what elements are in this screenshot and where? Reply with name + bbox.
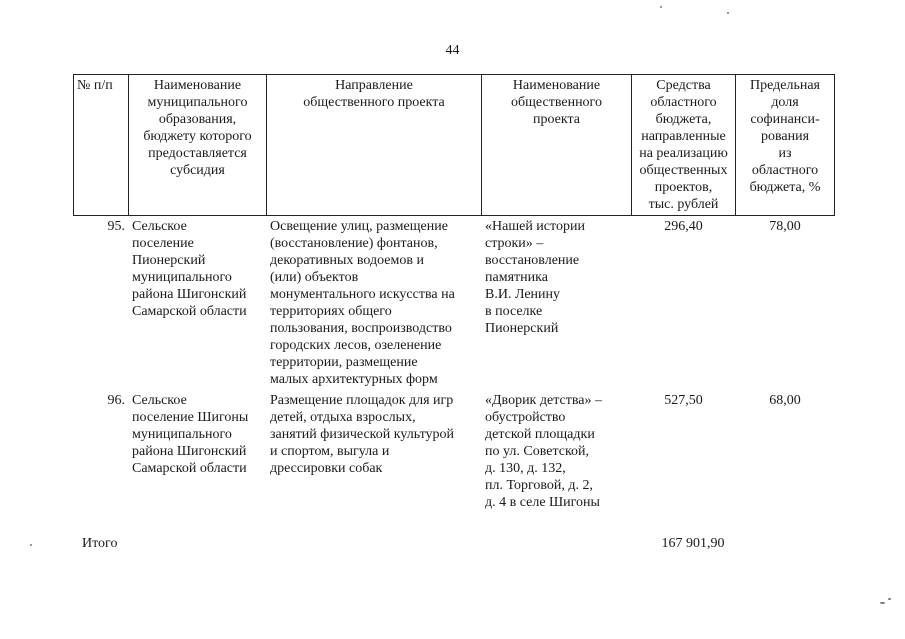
funds-cell: 296,40 xyxy=(664,219,703,234)
text-line: детей, отдыха взрослых, xyxy=(270,410,416,425)
total-value: 167 901,90 xyxy=(661,536,725,551)
text-line: в поселке xyxy=(485,304,543,319)
text-line: занятий физической культурой xyxy=(270,427,455,442)
header-num xyxy=(74,75,129,216)
text-line: Предельная xyxy=(750,78,820,93)
project-cell xyxy=(482,390,632,513)
text-line: и спортом, выгула и xyxy=(270,444,390,459)
page-number: 44 xyxy=(445,43,460,58)
scan-speck xyxy=(888,598,891,600)
scan-speck xyxy=(30,544,32,546)
subsidy-table xyxy=(73,74,835,513)
text-line: бюджета, % xyxy=(749,180,821,195)
scan-speck xyxy=(660,6,662,8)
text-line: Сельское xyxy=(132,219,187,234)
text-line: софинанси- xyxy=(750,112,820,127)
share-cell: 68,00 xyxy=(769,393,801,408)
text-line: строки» – xyxy=(485,236,544,251)
text-line: направленные xyxy=(641,129,726,144)
text-line: д. 4 в селе Шигоны xyxy=(485,495,600,510)
row-number: 96. xyxy=(107,393,125,408)
text-line: предоставляется xyxy=(148,146,247,161)
text-line: общественных xyxy=(639,163,728,178)
text-line: проекта xyxy=(533,112,580,127)
text-line: малых архитектурных форм xyxy=(270,372,438,387)
text-line: Пионерский xyxy=(132,253,206,268)
text-line: Направление xyxy=(335,78,413,93)
text-line: муниципального xyxy=(132,270,232,285)
header-municipality xyxy=(129,75,267,216)
text-line: «Дворик детства» – xyxy=(485,393,602,408)
text-line: «Нашей истории xyxy=(485,219,585,234)
text-line: образования, xyxy=(158,112,237,127)
text-line: Размещение площадок для игр xyxy=(270,393,454,408)
table-header-row xyxy=(74,75,835,216)
text-line: района Шигонский xyxy=(132,287,247,302)
table-row xyxy=(74,216,835,391)
municipality-cell xyxy=(129,216,267,391)
scan-speck xyxy=(880,602,885,604)
text-line: памятника xyxy=(485,270,548,285)
text-line: района Шигонский xyxy=(132,444,247,459)
text-line: бюджету которого xyxy=(143,129,252,144)
text-line: из xyxy=(778,146,792,161)
text-line: Самарской области xyxy=(132,304,247,319)
text-line: монументального искусства на xyxy=(270,287,455,302)
text-line: (или) объектов xyxy=(270,270,359,285)
header-funds xyxy=(632,75,736,216)
text-line: Сельское xyxy=(132,393,187,408)
text-line: областного xyxy=(751,163,819,178)
text-line: областного xyxy=(650,95,717,110)
text-line: дрессировки собак xyxy=(270,461,383,476)
text-line: общественного проекта xyxy=(303,95,445,110)
text-line: обустройство xyxy=(485,410,566,425)
text-line: пл. Торговой, д. 2, xyxy=(485,478,594,493)
text-line: поселение Шигоны xyxy=(132,410,249,425)
text-line: Наименование xyxy=(153,78,242,93)
header-project xyxy=(482,75,632,216)
text-line: на реализацию xyxy=(639,146,728,161)
municipality-cell xyxy=(129,390,267,513)
project-cell xyxy=(482,216,632,391)
table-row xyxy=(74,390,835,513)
text-line: по ул. Советской, xyxy=(485,444,590,459)
text-line: общественного xyxy=(511,95,602,110)
text-line: проектов, xyxy=(654,180,713,195)
text-line: пользования, воспроизводство xyxy=(270,321,452,336)
text-line: д. 130, д. 132, xyxy=(485,461,566,476)
text-line: восстановление xyxy=(485,253,580,268)
text-line: городских лесов, озеленение xyxy=(270,338,442,353)
direction-cell xyxy=(267,390,482,513)
text-line: детской площадки xyxy=(485,427,595,442)
direction-cell xyxy=(267,216,482,391)
text-line: рования xyxy=(760,129,810,144)
text-line: Наименование xyxy=(512,78,601,93)
text-line: субсидия xyxy=(170,163,225,178)
text-line: тыс. рублей xyxy=(648,197,719,212)
share-cell: 78,00 xyxy=(769,219,801,234)
text-line: муниципального xyxy=(132,427,232,442)
row-number: 95. xyxy=(107,219,125,234)
text-line: доля xyxy=(771,95,799,110)
scan-speck xyxy=(727,12,729,14)
text-line: декоративных водоемов и xyxy=(270,253,424,268)
text-line: поселение xyxy=(132,236,194,251)
total-label: Итого xyxy=(82,536,118,551)
text-line: территории, размещение xyxy=(270,355,418,370)
text-line: Средства xyxy=(656,78,711,93)
text-line: территориях общего xyxy=(270,304,392,319)
text-line: бюджета, xyxy=(655,112,712,127)
text-line: № п/п xyxy=(77,78,113,93)
text-line: муниципального xyxy=(147,95,248,110)
header-share xyxy=(736,75,835,216)
text-line: (восстановление) фонтанов, xyxy=(270,236,438,251)
text-line: Освещение улиц, размещение xyxy=(270,219,448,234)
funds-cell: 527,50 xyxy=(664,393,703,408)
header-direction xyxy=(267,75,482,216)
text-line: В.И. Ленину xyxy=(485,287,561,302)
text-line: Пионерский xyxy=(485,321,559,336)
text-line: Самарской области xyxy=(132,461,247,476)
